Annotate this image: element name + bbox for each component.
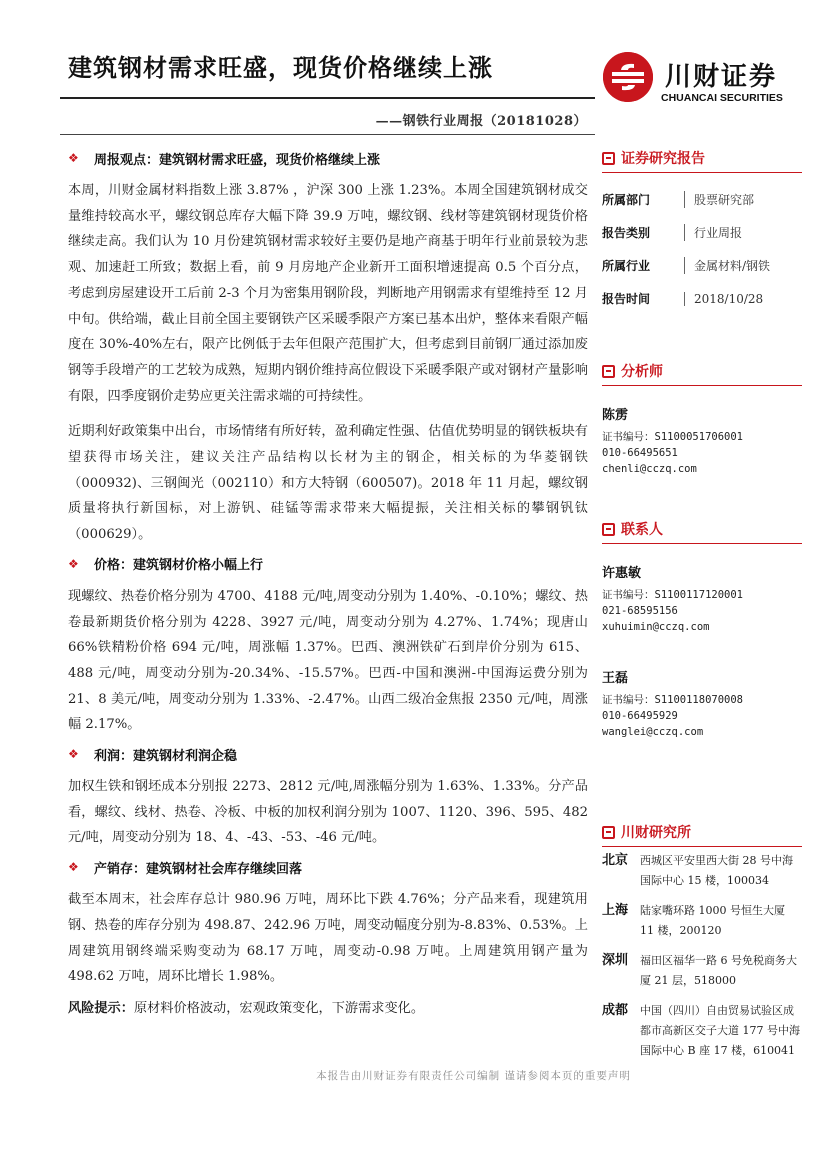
paragraph: 截至本周末，社会库存总计 980.96 万吨，周环比下跌 4.76%；分产品来看，现建筑用钢、热卷的库存分别为 498.87、242.96 万吨，周变动幅度分别为-8.83%、0.53%。上周建筑用钢终端采购变动为 68.17 万吨，周变动-0.98 万吨。上周建筑用钢产量为 498.62 万吨，周环比增长 1.98%。 [68,892,588,985]
title-divider [60,97,595,99]
paragraph: 近期利好政策集中出台，市场情绪有所好转，盈利确定性强、估值优势明显的钢铁板块有望获得市场关注，建议关注产品结构以长材为主的钢企，相关标的为华菱钢铁（000932)、三钢闽光（002110）和方大特钢（600507)。2018 年 11 月起，螺纹钢质量将执行新国标，对上游钒、硅锰等需求带来大幅提振，关注相关标的攀钢钒钛（000629）。 [68,424,588,543]
risk-warning [68,996,588,1022]
sidebar-heading-contact [602,517,802,541]
section-heading-text: 周报观点：建筑钢材需求旺盛，现货价格继续上涨 [94,152,381,168]
contact-card [602,667,802,740]
risk-label: 风险提示： [68,1000,134,1016]
office-entry [602,951,802,991]
info-row [602,183,802,216]
logo-cn-text: 川财证券 [665,62,778,92]
sidebar-heading-text: 证券研究报告 [621,151,705,167]
info-key: 所属行业 [602,259,651,273]
section-heading [68,857,588,877]
info-value: 2018/10/28 [684,292,763,306]
analyst-phone: 010-66495651 [602,447,678,459]
info-row [602,216,802,249]
office-entry [602,851,802,891]
contact-phone: 010-66495929 [602,710,678,722]
analyst-card [602,404,802,477]
diamond-bullet-icon: ❖ [68,556,79,571]
sidebar-divider [602,385,802,386]
info-value: 股票研究部 [684,191,754,208]
diamond-bullet-icon: ❖ [68,747,79,762]
footer-disclaimer: 本报告由川财证券有限责任公司编制 谨请参阅本页的重要声明 [316,1070,631,1082]
section-heading [68,554,588,574]
analyst-cert: 证书编号：S1100051706001 [602,431,744,443]
document-icon [602,152,615,165]
logo-en-text: CHUANCAI SECURITIES [661,92,783,104]
office-city: 深圳 [602,953,629,968]
sidebar-heading-text: 分析师 [621,364,663,380]
sidebar-heading-text: 川财研究所 [621,825,691,841]
sidebar-divider [602,846,802,847]
office-address: 福田区福华一路 6 号免税商务大厦 21 层，518000 [640,954,797,987]
info-value: 行业周报 [684,224,742,241]
header-divider [60,134,595,135]
sidebar-heading-report [602,146,802,170]
analyst-email[interactable]: chenli@cczq.com [602,463,697,475]
document-icon [602,365,615,378]
diamond-bullet-icon: ❖ [68,151,79,165]
info-key: 报告时间 [602,292,651,306]
contact-card [602,562,802,635]
company-logo [603,50,803,110]
office-entry [602,901,802,941]
contact-phone: 021-68595156 [602,605,678,617]
office-address: 中国（四川）自由贸易试验区成都市高新区交子大道 177 号中海国际中心 B 座 17 楼，610041 [640,1004,800,1057]
section-heading-text: 利润：建筑钢材利润企稳 [94,748,238,764]
info-key: 所属部门 [602,193,651,207]
section-heading [68,148,588,168]
paragraph: 本周，川财金属材料指数上涨 3.87% ，沪深 300 上涨 1.23%。本周全国建筑钢材成交量维持较高水平，螺纹钢总库存大幅下降 39.9 万吨，螺纹钢、线材等建筑钢材现货价格继续走高。我们认为 10 月份建筑钢材需求较好主要仍是地产商基于明年行业前景较为悲观、加速赶工所致；数据上看，前 9 月房地产企业新开工面积增速提高 0.5 个百分点，考虑到房屋建设开工后前 2-3 个月为密集用钢阶段，判断地产用钢需求有望维持至 12 月中旬。供给端，截止目前全国主要钢铁产区采暖季限产方案已基本出炉，整体来看限产幅度在 30%-40%左右，限产比例低于去年但限产范围扩大，但考虑到目前钢厂通过添加废钢等手段增产的工艺较为成熟，短期内钢价维持高位假设下采暖季限产或对钢材产量影响有限，四季度钢价走势应更关注需求端的可持续性。 [68,183,588,404]
document-icon [602,826,615,839]
contact-email[interactable]: wanglei@cczq.com [602,726,704,738]
main-content [68,148,588,1022]
risk-text: 原材料价格波动，宏观政策变化，下游需求变化。 [133,1000,425,1016]
info-key: 报告类别 [602,226,651,240]
paragraph: 加权生铁和钢坯成本分别报 2273、2812 元/吨,周涨幅分别为 1.63%、1.33%。分产品看，螺纹、线材、热卷、冷板、中板的加权利润分别为 1007、1120、396、595、482 元/吨，周变动分别为 18、4、-43、-53、-46 元/吨。 [68,779,588,846]
sidebar-heading-text: 联系人 [621,522,663,538]
contact-name: 许惠敏 [602,566,642,581]
report-title: 建筑钢材需求旺盛，现货价格继续上涨 [68,53,493,82]
report-subtitle: ——钢铁行业周报（20181028） [375,114,587,129]
paragraph: 现螺纹、热卷价格分别为 4700、4188 元/吨,周变动分别为 1.40%、-0.10%；螺纹、热卷最新期货价格分别为 4228、3927 元/吨，周变动分别为 4.27%、1.74%；现唐山 66%铁精粉价格 694 元/吨，周涨幅 1.37%。巴西、澳洲铁矿石到岸价分别为 615、488 元/吨，周变动分别为-20.34%、-15.57%。巴西-中国和澳洲-中国海运费分别为 21、8 美元/吨，周变动分别为 1.33%、-2.47%。山西二级冶金焦报 2350 元/吨，周涨幅 2.17%。 [68,588,588,733]
page-footer [0,1068,827,1083]
contact-email[interactable]: xuhuimin@cczq.com [602,621,710,633]
diamond-bullet-icon: ❖ [68,860,79,875]
info-row [602,249,802,282]
info-row [602,282,802,315]
sidebar-heading-institute [602,820,802,844]
analyst-name: 陈雳 [602,408,629,423]
section-heading [68,744,588,764]
sidebar-divider [602,543,802,544]
office-entry [602,1001,802,1061]
sidebar [602,146,802,1071]
contact-cert: 证书编号：S1100117120001 [602,589,744,601]
contact-name: 王磊 [602,671,629,686]
office-address: 西城区平安里西大街 28 号中海国际中心 15 楼，100034 [640,854,793,887]
office-city: 上海 [602,903,629,918]
document-icon [602,523,615,536]
logo-mark-icon [603,52,653,102]
sidebar-divider [602,172,802,173]
office-address: 陆家嘴环路 1000 号恒生大厦 11 楼，200120 [640,904,785,937]
contact-cert: 证书编号：S1100118070008 [602,694,744,706]
section-heading-text: 产销存：建筑钢材社会库存继续回落 [94,861,303,877]
sidebar-heading-analyst [602,359,802,383]
section-heading-text: 价格：建筑钢材价格小幅上行 [94,558,264,574]
office-city: 成都 [602,1003,629,1018]
office-city: 北京 [602,853,629,868]
info-value: 金属材料/钢铁 [684,257,770,274]
